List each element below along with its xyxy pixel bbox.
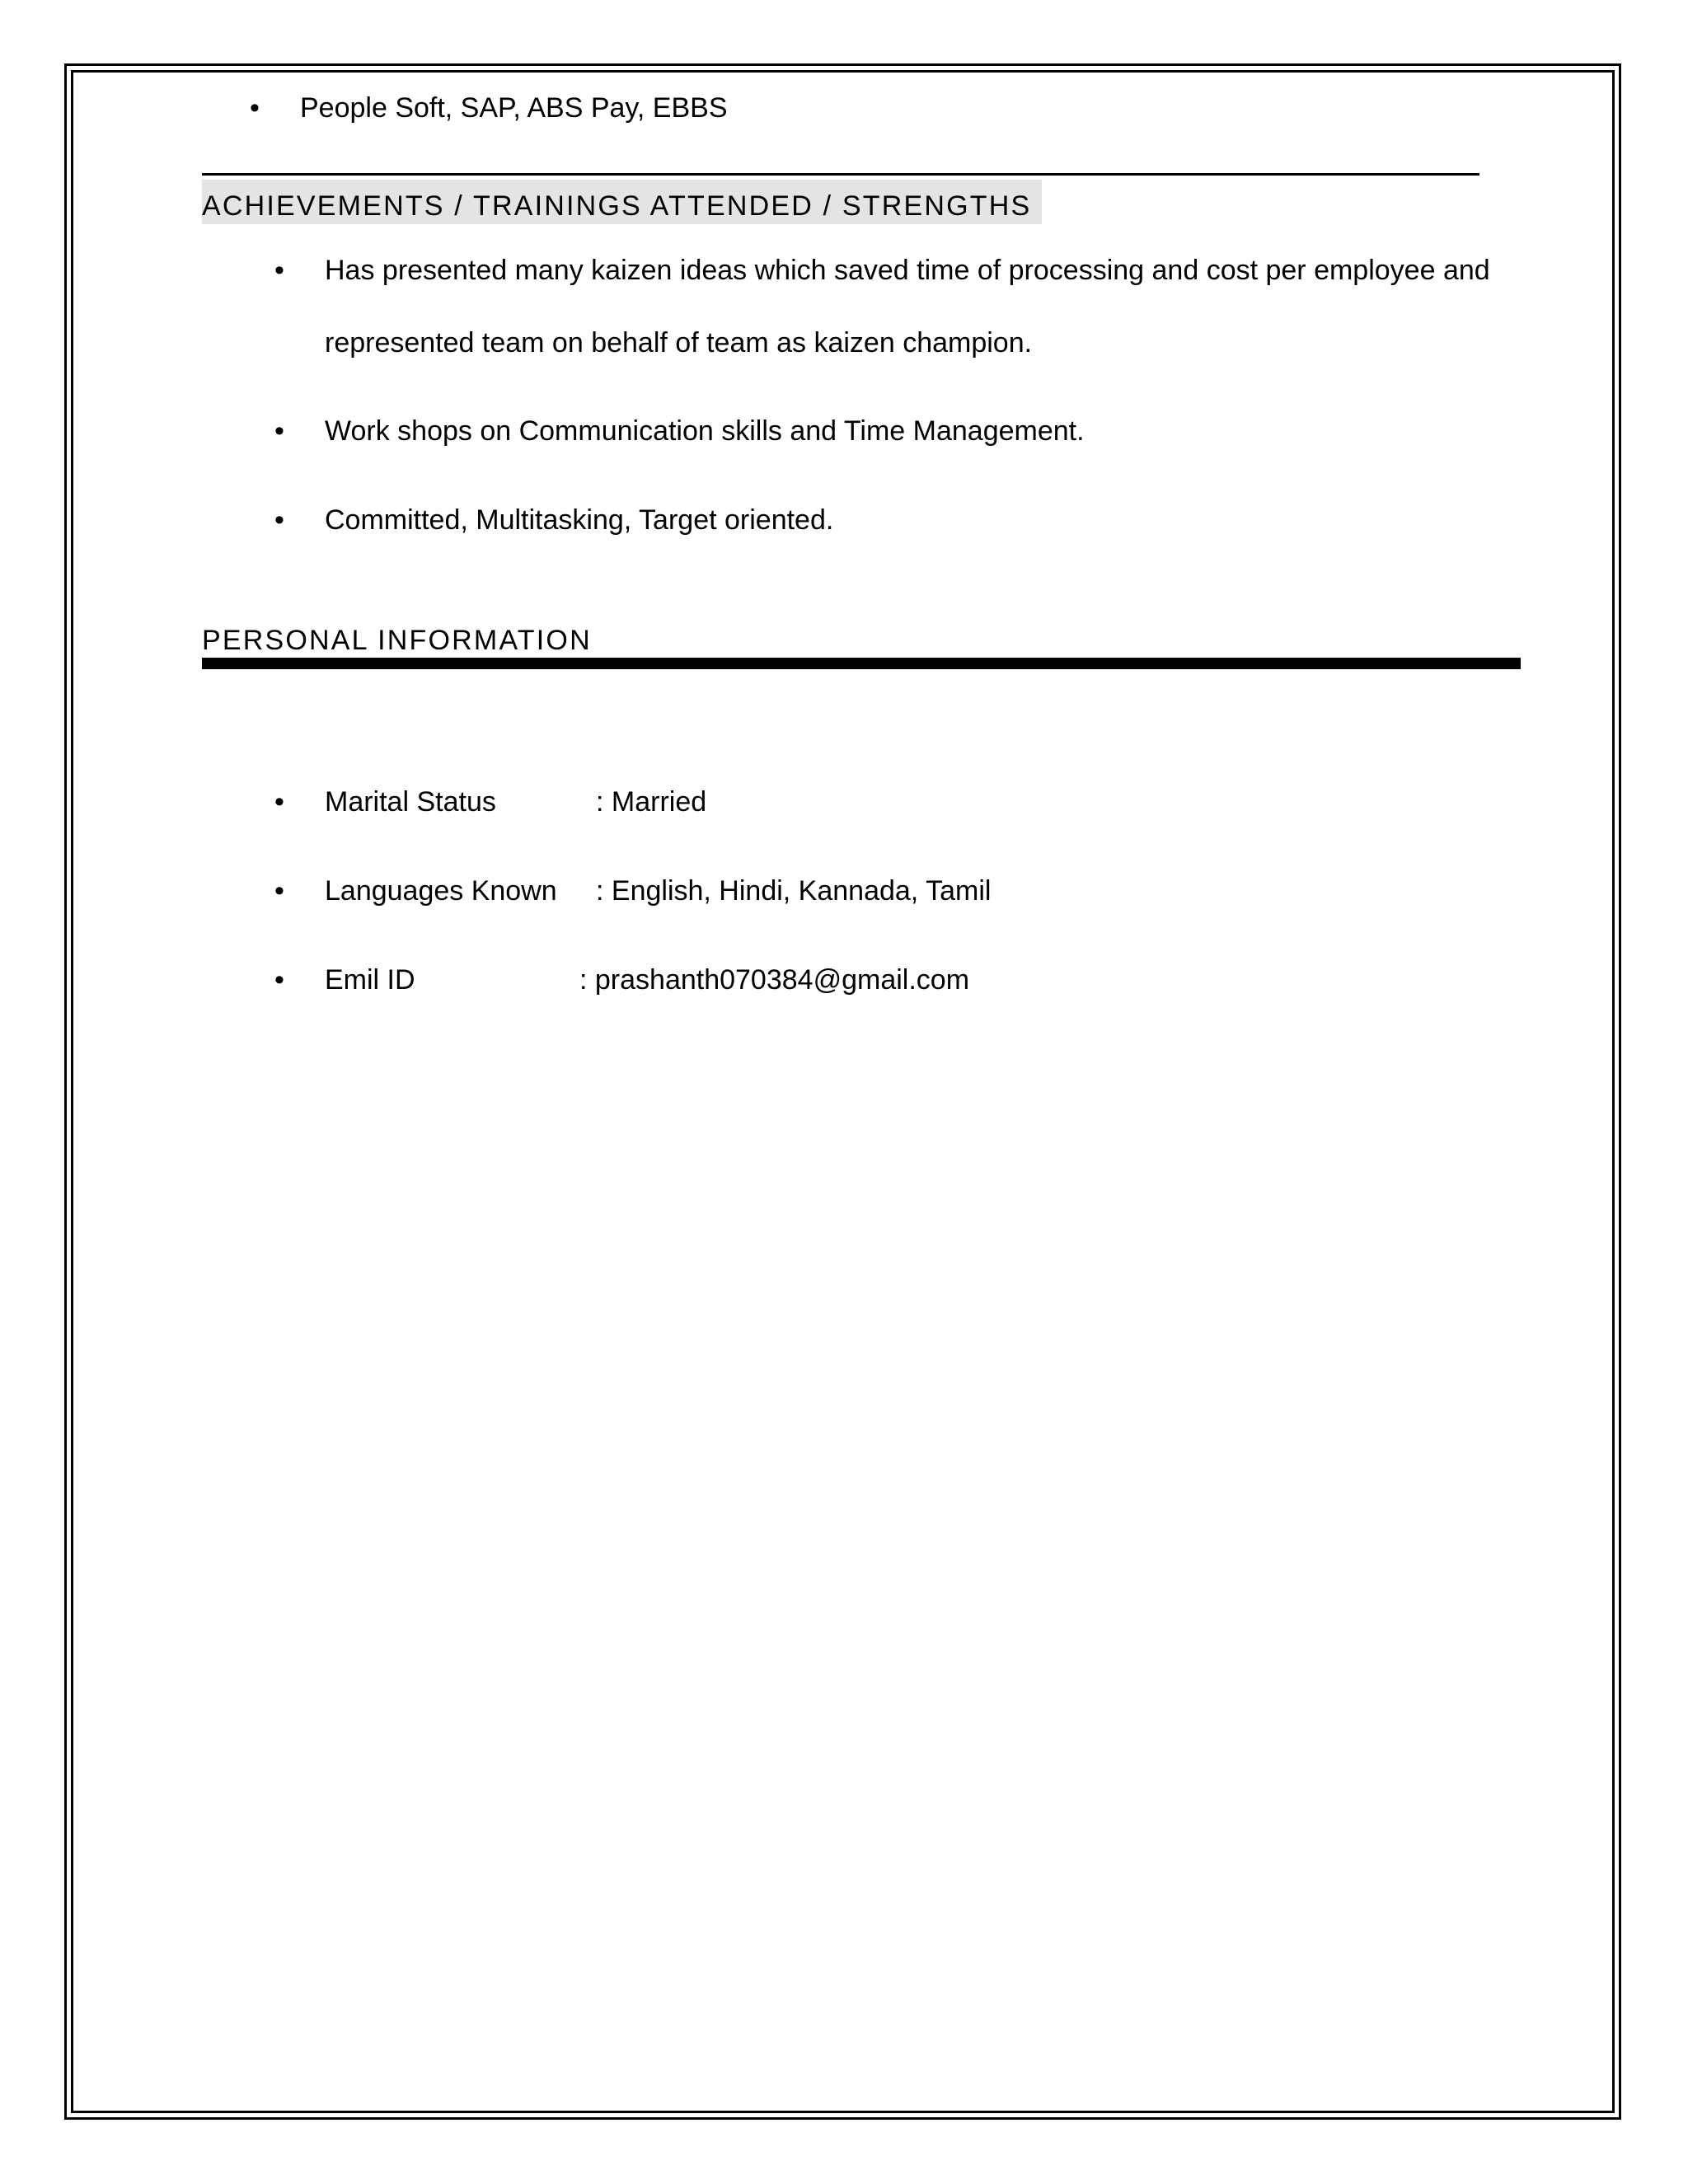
bullet-icon: • <box>274 504 284 536</box>
field-value: : English, Hindi, Kannada, Tamil <box>596 875 992 907</box>
section-divider <box>202 173 1479 176</box>
field-value: : Married <box>596 786 707 818</box>
list-item-text: Committed, Multitasking, Target oriented. <box>325 504 834 536</box>
email-value: : prashanth070384@gmail.com <box>579 964 970 996</box>
bullet-icon: • <box>274 255 284 286</box>
field-label: Emil ID <box>325 964 415 996</box>
personal-info-heading: PERSONAL INFORMATION <box>202 625 592 656</box>
section-divider-thick <box>202 658 1521 669</box>
achievements-heading: ACHIEVEMENTS / TRAININGS ATTENDED / STRENGTHS <box>202 190 1032 222</box>
list-item-text: Work shops on Communication skills and Time Management. <box>325 415 1085 447</box>
bullet-icon: • <box>274 875 284 907</box>
list-item-text: Has presented many kaizen ideas which saved time of processing and cost per employee and <box>325 255 1490 286</box>
bullet-icon: • <box>250 92 260 124</box>
list-item-text-continued: represented team on behalf of team as kaizen champion. <box>325 327 1033 359</box>
page-border-inner <box>71 70 1615 2113</box>
bullet-icon: • <box>274 786 284 818</box>
skills-item: People Soft, SAP, ABS Pay, EBBS <box>300 92 728 124</box>
field-label: Marital Status <box>325 786 496 818</box>
bullet-icon: • <box>274 415 284 447</box>
field-label: Languages Known <box>325 875 557 907</box>
bullet-icon: • <box>274 964 284 996</box>
